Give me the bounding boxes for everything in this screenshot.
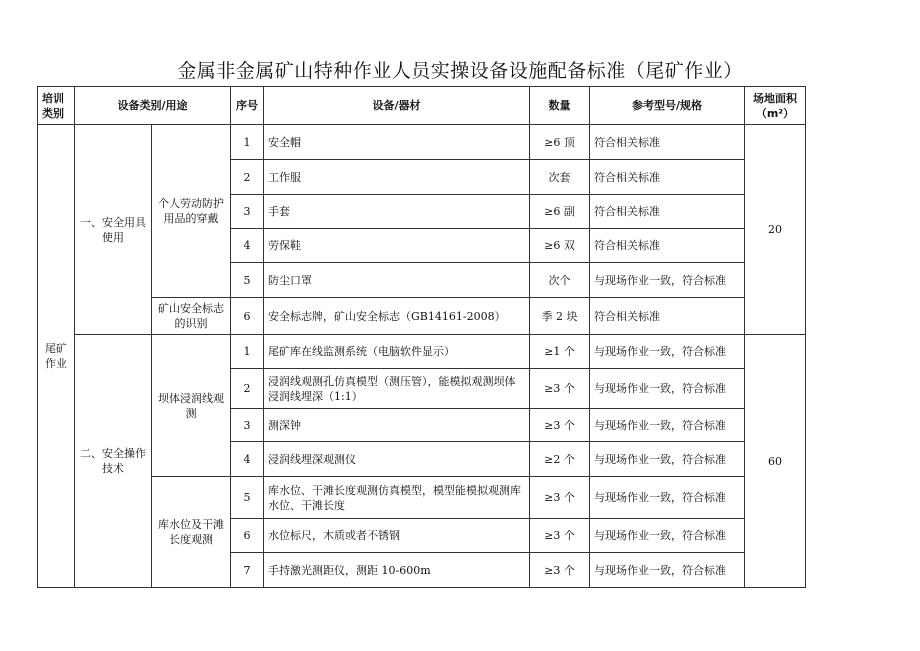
quantity-cell: ≥1 个 xyxy=(530,335,590,369)
quantity-cell: 季 2 块 xyxy=(530,298,590,335)
seq-cell: 5 xyxy=(231,477,264,519)
model-cell: 与现场作业一致，符合标准 xyxy=(590,335,745,369)
header-quantity: 数量 xyxy=(530,87,590,125)
quantity-cell: 次个 xyxy=(530,263,590,298)
group-name-cell: 二、安全操作技术 xyxy=(75,335,152,588)
seq-cell: 2 xyxy=(231,160,264,195)
header-model: 参考型号/规格 xyxy=(590,87,745,125)
quantity-cell: ≥2 个 xyxy=(530,442,590,477)
seq-cell: 6 xyxy=(231,519,264,553)
table-row xyxy=(38,477,806,519)
equipment-cell: 尾矿库在线监测系统（电脑软件显示） xyxy=(264,335,530,369)
equipment-cell: 工作服 xyxy=(264,160,530,195)
quantity-cell: ≥3 个 xyxy=(530,553,590,588)
model-cell: 与现场作业一致，符合标准 xyxy=(590,409,745,442)
header-equip-type: 设备类别/用途 xyxy=(75,87,231,125)
subgroup-name-cell: 矿山安全标志的识别 xyxy=(152,298,231,335)
table-row xyxy=(38,335,806,369)
seq-cell: 4 xyxy=(231,229,264,263)
header-seq: 序号 xyxy=(231,87,264,125)
subgroup-name-cell: 个人劳动防护用品的穿戴 xyxy=(152,125,231,298)
equipment-cell: 浸润线观测孔仿真模型（测压管），能模拟观测坝体浸润线埋深（1:1） xyxy=(264,369,530,409)
seq-cell: 3 xyxy=(231,195,264,229)
model-cell: 与现场作业一致，符合标准 xyxy=(590,519,745,553)
seq-cell: 7 xyxy=(231,553,264,588)
seq-cell: 1 xyxy=(231,125,264,160)
seq-cell: 2 xyxy=(231,369,264,409)
equipment-standard-table xyxy=(37,86,806,588)
training-category-cell: 尾矿作业 xyxy=(38,125,75,588)
header-equipment: 设备/器材 xyxy=(264,87,530,125)
header-area: 场地面积（m²） xyxy=(745,87,806,125)
seq-cell: 4 xyxy=(231,442,264,477)
quantity-cell: ≥3 个 xyxy=(530,369,590,409)
model-cell: 符合相关标准 xyxy=(590,160,745,195)
equipment-cell: 防尘口罩 xyxy=(264,263,530,298)
equipment-cell: 安全标志牌，矿山安全标志（GB14161-2008） xyxy=(264,298,530,335)
equipment-cell: 手套 xyxy=(264,195,530,229)
seq-cell: 5 xyxy=(231,263,264,298)
quantity-cell: ≥6 双 xyxy=(530,229,590,263)
quantity-cell: ≥3 个 xyxy=(530,519,590,553)
table-row xyxy=(38,125,806,160)
seq-cell: 1 xyxy=(231,335,264,369)
equipment-cell: 水位标尺，木质或者不锈钢 xyxy=(264,519,530,553)
equipment-cell: 劳保鞋 xyxy=(264,229,530,263)
model-cell: 与现场作业一致，符合标准 xyxy=(590,553,745,588)
equipment-cell: 测深钟 xyxy=(264,409,530,442)
subgroup-name-cell: 库水位及干滩长度观测 xyxy=(152,477,231,588)
model-cell: 符合相关标准 xyxy=(590,195,745,229)
subgroup-name-cell: 坝体浸润线观测 xyxy=(152,335,231,477)
group-name-cell: 一、安全用具使用 xyxy=(75,125,152,335)
seq-cell: 6 xyxy=(231,298,264,335)
model-cell: 与现场作业一致，符合标准 xyxy=(590,263,745,298)
header-row xyxy=(38,87,806,125)
quantity-cell: 次套 xyxy=(530,160,590,195)
quantity-cell: ≥6 副 xyxy=(530,195,590,229)
model-cell: 符合相关标准 xyxy=(590,229,745,263)
model-cell: 与现场作业一致，符合标准 xyxy=(590,369,745,409)
equipment-cell: 浸润线埋深观测仪 xyxy=(264,442,530,477)
document-title: 金属非金属矿山特种作业人员实操设备设施配备标准（尾矿作业） xyxy=(177,60,743,82)
table-row xyxy=(38,298,806,335)
equipment-cell: 库水位、干滩长度观测仿真模型，模型能模拟观测库水位、干滩长度 xyxy=(264,477,530,519)
area-cell: 60 xyxy=(745,335,806,588)
header-category: 培训类别 xyxy=(38,87,75,125)
equipment-cell: 安全帽 xyxy=(264,125,530,160)
model-cell: 与现场作业一致，符合标准 xyxy=(590,477,745,519)
quantity-cell: ≥3 个 xyxy=(530,409,590,442)
area-cell: 20 xyxy=(745,125,806,335)
model-cell: 与现场作业一致，符合标准 xyxy=(590,442,745,477)
model-cell: 符合相关标准 xyxy=(590,298,745,335)
quantity-cell: ≥6 顶 xyxy=(530,125,590,160)
quantity-cell: ≥3 个 xyxy=(530,477,590,519)
model-cell: 符合相关标准 xyxy=(590,125,745,160)
equipment-cell: 手持激光测距仪，测距 10-600m xyxy=(264,553,530,588)
seq-cell: 3 xyxy=(231,409,264,442)
